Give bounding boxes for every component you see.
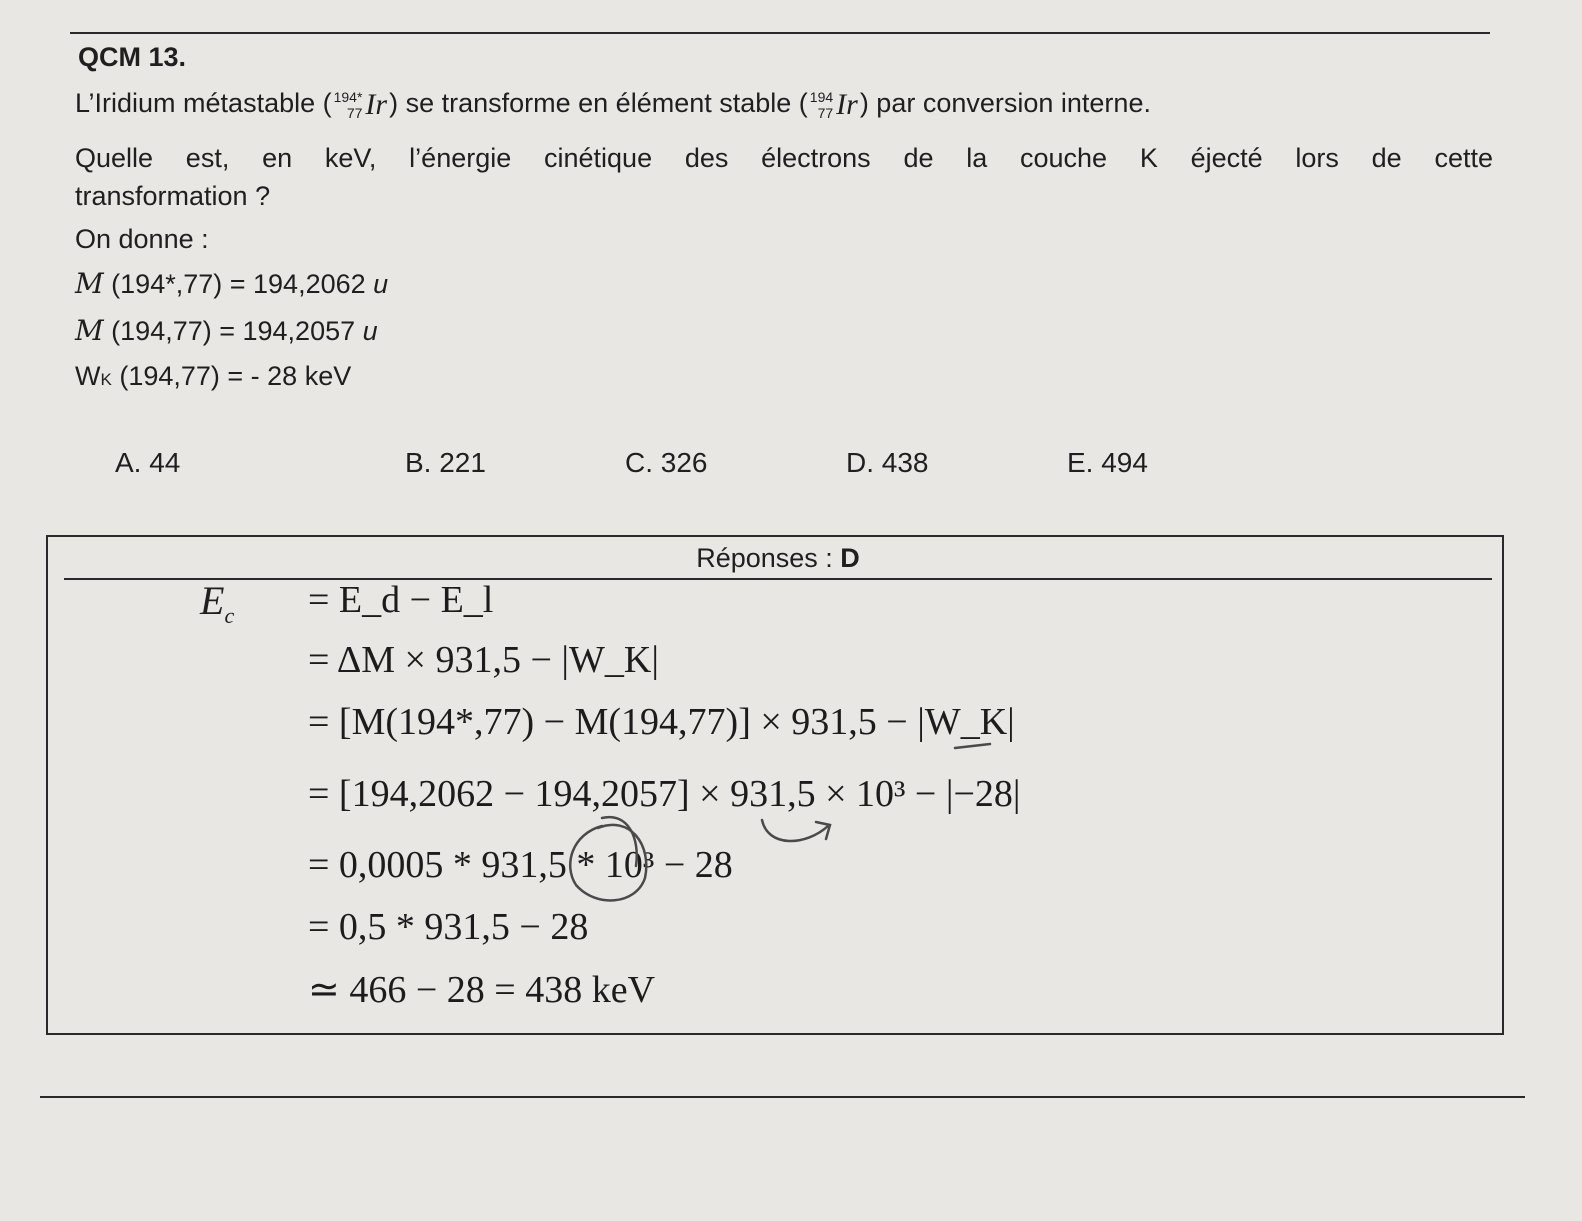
nuclide-metastable xyxy=(334,88,387,122)
solution-line-2: = ΔM × 931,5 − |W_K| xyxy=(308,639,659,681)
statement-part-1: L’Iridium métastable ( xyxy=(75,88,332,119)
solution-line-3: = [M(194*,77) − M(194,77)] × 931,5 − |W_K| xyxy=(308,701,1015,743)
mass-symbol: M xyxy=(75,267,104,300)
option-a[interactable]: A. 44 xyxy=(115,447,181,478)
option-e[interactable]: E. 494 xyxy=(1067,447,1148,478)
given-unit: u xyxy=(362,316,378,346)
statement-part-3: ) par conversion interne. xyxy=(859,88,1151,119)
nuclide-stable-mass: 194 xyxy=(809,89,834,105)
question-statement-line1 xyxy=(75,88,1151,122)
nuclide-stable-atomic: 77 xyxy=(817,105,834,121)
option-c[interactable]: C. 326 xyxy=(625,447,708,478)
statement-part-2: ) se transforme en élément stable ( xyxy=(389,88,808,119)
given-label: On donne : xyxy=(75,224,209,254)
energy-subscript: K xyxy=(100,370,112,389)
correct-answer: D xyxy=(840,543,860,573)
given-value: (194,77) = 194,2057 xyxy=(103,316,363,346)
solution-line-7: ≃ 466 − 28 = 438 keV xyxy=(308,969,656,1011)
question-statement-line2: Quelle est, en keV, l’énergie cinétique des électrons de la couche K éjecté lors de cette xyxy=(75,143,1493,173)
given-mass-stable xyxy=(75,314,378,347)
lhs-base: E xyxy=(200,578,225,623)
solution-header-label: Réponses : xyxy=(696,543,841,573)
nuclide-meta-mass: 194* xyxy=(333,89,363,105)
given-binding-energy xyxy=(75,361,351,392)
given-unit: u xyxy=(373,269,389,299)
nuclide-stable xyxy=(810,88,858,122)
mass-symbol: M xyxy=(75,314,104,347)
solution-line-5: = 0,0005 * 931,5 * 10³ − 28 xyxy=(308,844,733,886)
question-statement-line3: transformation ? xyxy=(75,181,271,211)
solution-header xyxy=(64,537,1492,580)
option-d[interactable]: D. 438 xyxy=(846,447,929,478)
nuclide-stable-symbol: Ir xyxy=(836,88,858,121)
given-mass-metastable xyxy=(75,267,388,300)
option-b[interactable]: B. 221 xyxy=(405,447,486,478)
lhs-subscript: c xyxy=(224,603,235,628)
energy-symbol: W xyxy=(75,361,101,391)
solution-line-1: = E_d − E_l xyxy=(308,579,494,621)
given-value: (194*,77) = 194,2062 xyxy=(103,269,374,299)
given-value: (194,77) = - 28 keV xyxy=(111,361,352,391)
top-divider xyxy=(70,32,1490,34)
solution-line-6: = 0,5 * 931,5 − 28 xyxy=(308,906,589,948)
nuclide-meta-atomic: 77 xyxy=(346,105,363,121)
nuclide-meta-symbol: Ir xyxy=(365,88,388,121)
bottom-divider xyxy=(40,1096,1525,1098)
kinetic-energy-symbol xyxy=(200,577,234,629)
solution-line-4: = [194,2062 − 194,2057] × 931,5 × 10³ − |−28| xyxy=(308,773,1021,815)
question-title: QCM 13. xyxy=(78,42,187,72)
